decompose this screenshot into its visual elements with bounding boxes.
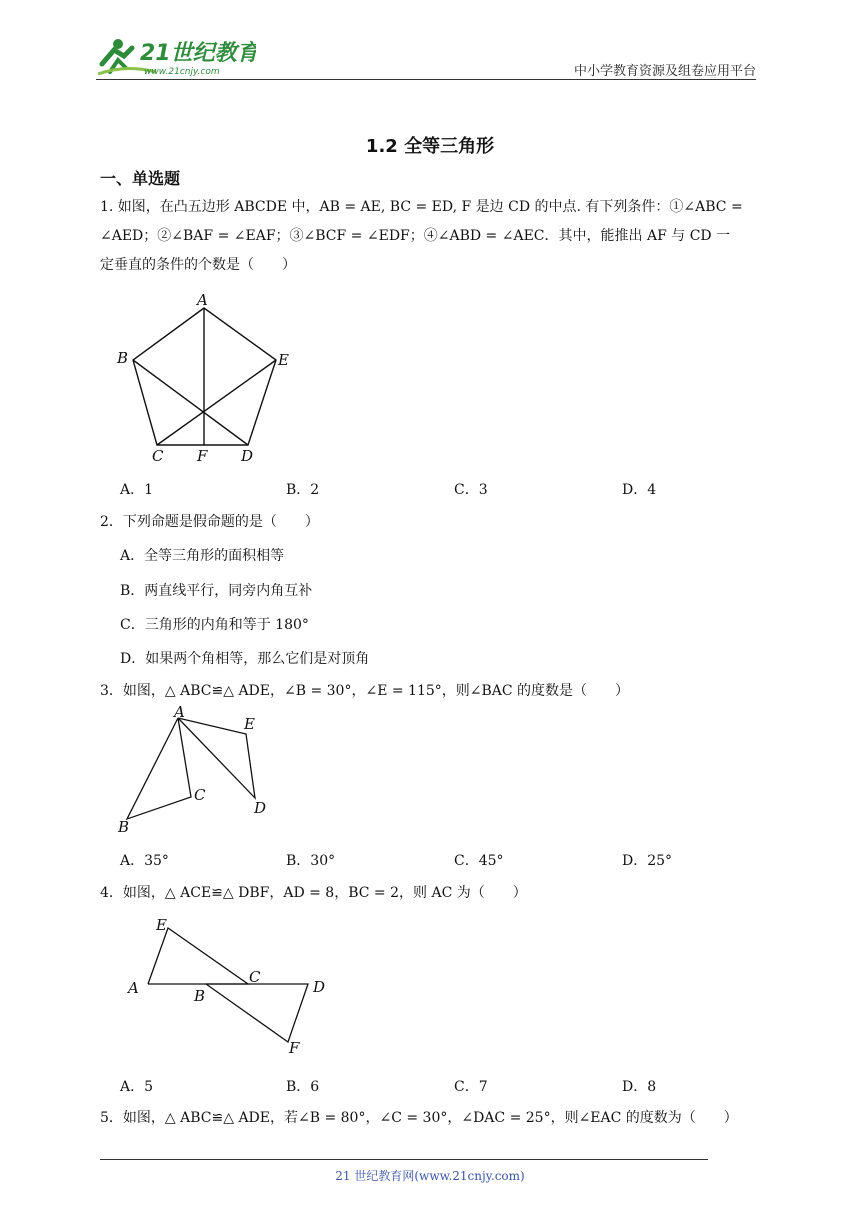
question-1-line3: 定垂直的条件的个数是（ ） xyxy=(100,257,296,273)
label-C: C xyxy=(194,786,206,804)
label-F: F xyxy=(289,1039,300,1057)
question-4: 4．如图，△ ACE≌△ DBF，AD = 8，BC = 2，则 AC 为（ ） xyxy=(100,885,527,901)
footer-text[interactable]: 21 世纪教育网(www.21cnjy.com) xyxy=(335,1169,525,1183)
label-A: A xyxy=(174,704,185,721)
section-heading: 一、单选题 xyxy=(100,169,181,188)
label-B: B xyxy=(194,987,206,1005)
label-B: B xyxy=(117,349,129,367)
label-C: C xyxy=(249,968,261,986)
q4-option-b[interactable]: B．6 xyxy=(286,1079,320,1095)
q1-option-d[interactable]: D．4 xyxy=(622,482,657,498)
label-D: D xyxy=(241,447,254,465)
footer-divider xyxy=(100,1159,708,1160)
q3-option-b[interactable]: B．30° xyxy=(286,853,336,869)
q2-option-a[interactable]: A．全等三角形的面积相等 xyxy=(120,548,285,564)
question-1 xyxy=(100,193,768,280)
q3-option-c[interactable]: C．45° xyxy=(454,853,504,869)
q1-option-c[interactable]: C．3 xyxy=(454,482,488,498)
label-E: E xyxy=(278,351,289,369)
q4-option-c[interactable]: C．7 xyxy=(454,1079,488,1095)
q3-option-a[interactable]: A．35° xyxy=(120,853,169,869)
q3-option-d[interactable]: D．25° xyxy=(622,853,673,869)
label-F: F xyxy=(197,447,208,465)
label-A: A xyxy=(128,979,139,997)
label-A: A xyxy=(197,291,208,309)
label-E: E xyxy=(156,916,167,934)
q4-option-d[interactable]: D．8 xyxy=(622,1079,657,1095)
pentagon-figure xyxy=(110,290,310,465)
q2-option-d[interactable]: D．如果两个角相等，那么它们是对顶角 xyxy=(120,651,370,667)
triangles-figure-q3 xyxy=(110,704,280,839)
question-1-line1: 1. 如图，在凸五边形 ABCDE 中，AB = AE, BC = ED, F 是边 CD 的中点. 有下列条件：①∠ABC = xyxy=(100,199,743,215)
label-D: D xyxy=(254,799,267,817)
platform-name: 中小学教育资源及组卷应用平台 xyxy=(573,64,756,79)
q1-option-b[interactable]: B．2 xyxy=(286,482,320,498)
q2-option-c[interactable]: C．三角形的内角和等于 180° xyxy=(120,617,309,633)
label-D: D xyxy=(313,978,326,996)
q1-option-a[interactable]: A．1 xyxy=(120,482,154,498)
logo-text: 21世纪教育 xyxy=(140,41,256,66)
label-C: C xyxy=(152,447,164,465)
label-E: E xyxy=(244,715,255,733)
logo-url: www.21cnjy.com xyxy=(144,67,220,77)
q2-option-b[interactable]: B．两直线平行，同旁内角互补 xyxy=(120,583,313,599)
question-3: 3．如图，△ ABC≌△ ADE，∠B = 30°，∠E = 115°，则∠BAC 的度数是（ ） xyxy=(100,683,630,699)
question-2: 2．下列命题是假命题的是（ ） xyxy=(100,514,319,530)
q4-option-a[interactable]: A．5 xyxy=(120,1079,154,1095)
question-1-line2: ∠AED；②∠BAF = ∠EAF；③∠BCF = ∠EDF；④∠ABD = ∠AEC．其中，能推出 AF 与 CD 一 xyxy=(100,228,731,244)
header-divider xyxy=(96,79,756,80)
page-title: 1.2 全等三角形 xyxy=(365,136,495,157)
triangles-figure-q4 xyxy=(120,910,340,1060)
site-logo xyxy=(96,34,256,80)
label-B: B xyxy=(118,818,130,836)
question-5: 5．如图，△ ABC≌△ ADE，若∠B = 80°，∠C = 30°，∠DAC = 25°，则∠EAC 的度数为（ ） xyxy=(100,1110,738,1126)
